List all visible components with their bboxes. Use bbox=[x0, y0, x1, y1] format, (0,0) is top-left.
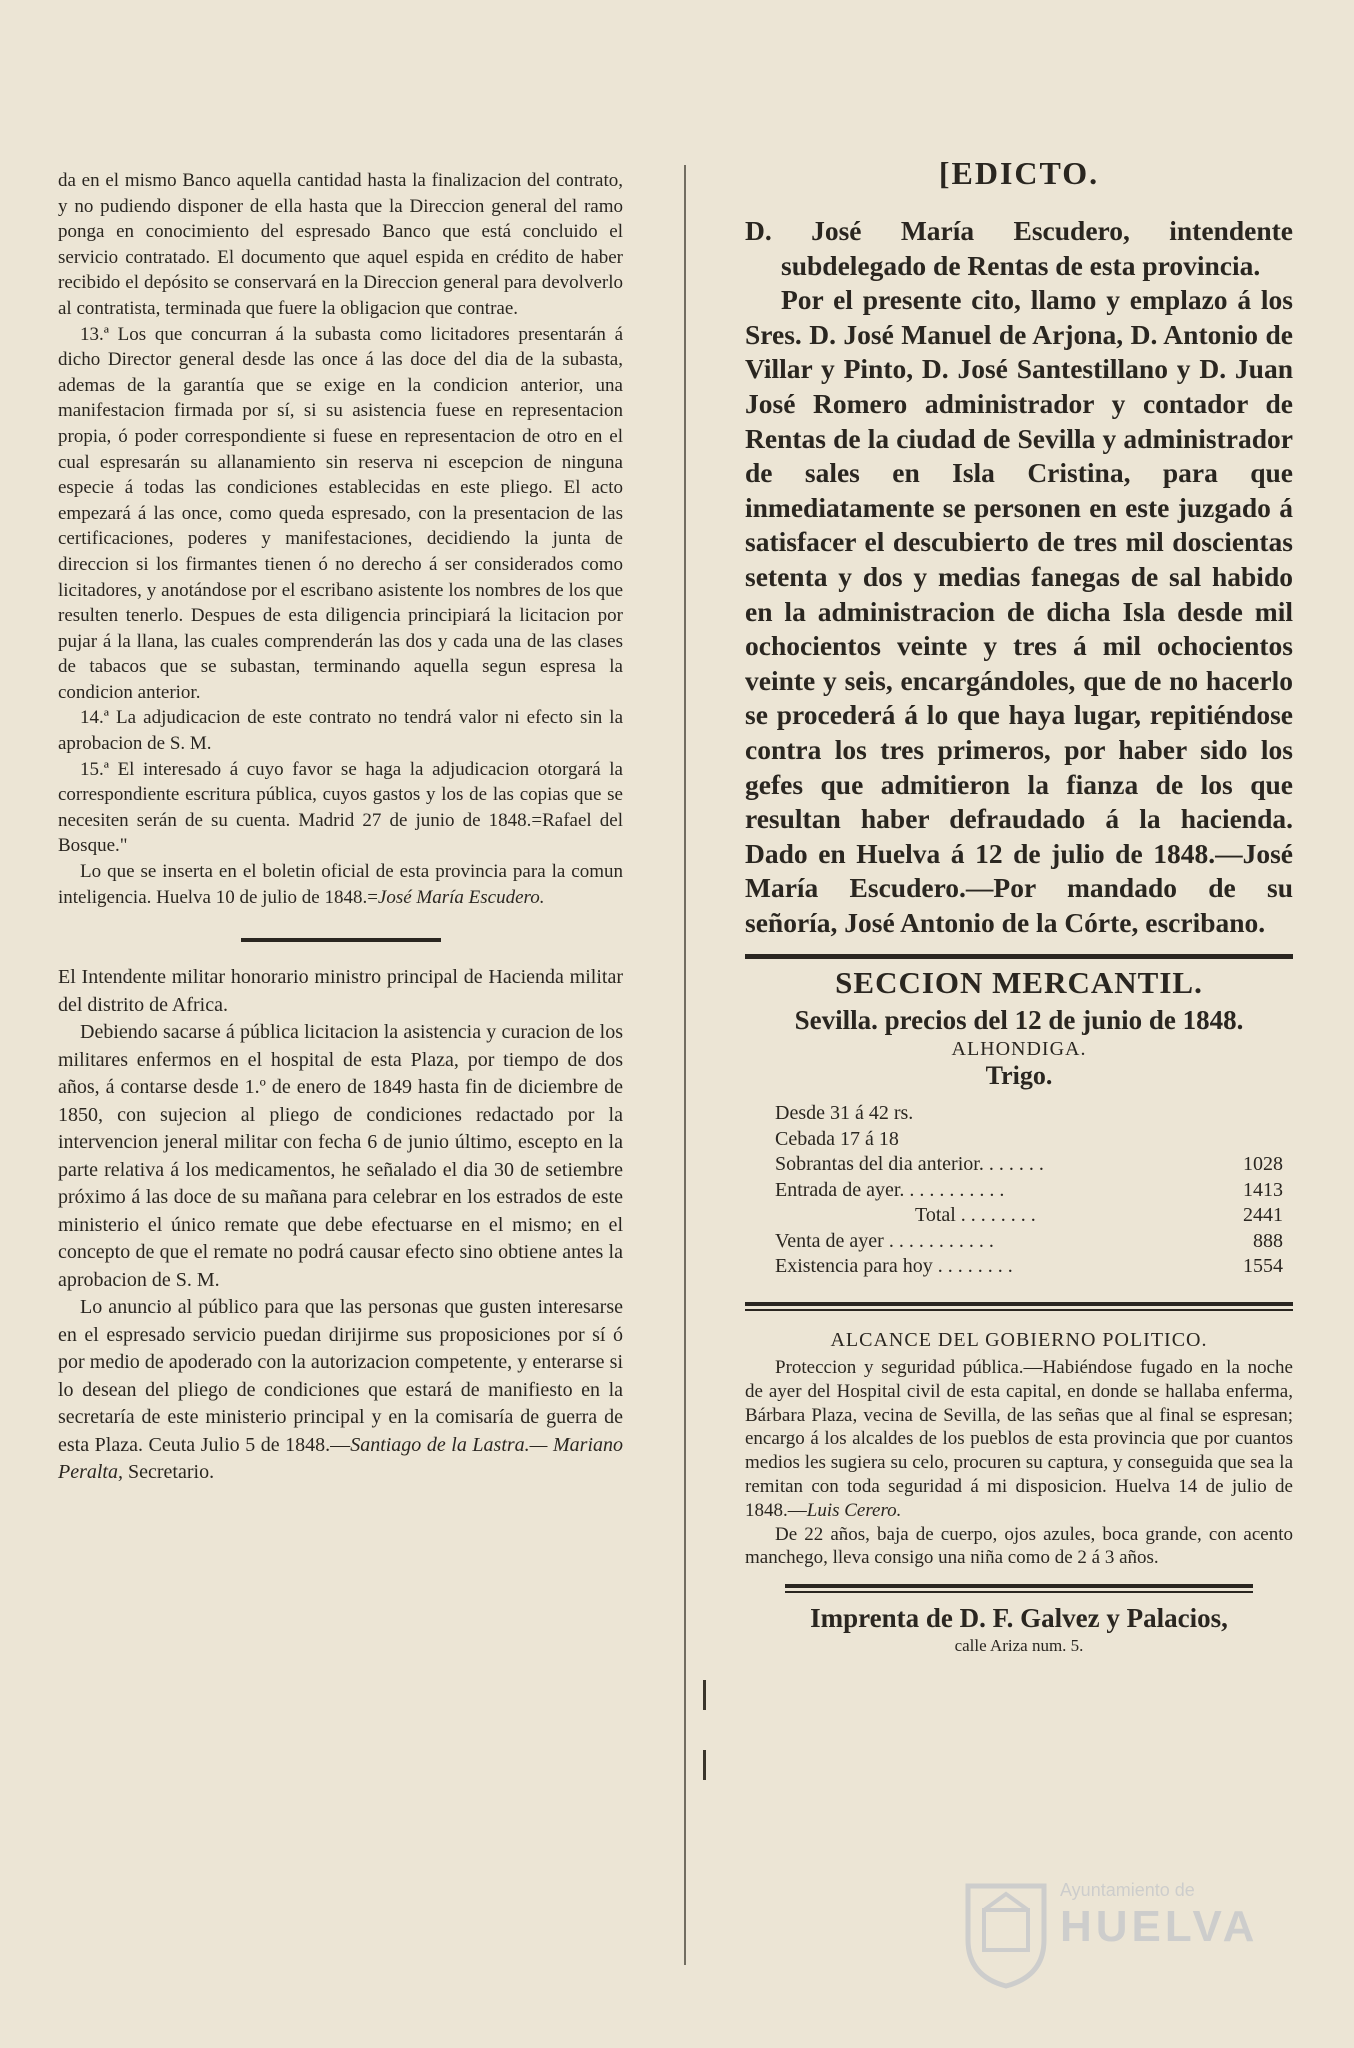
market-row-value: 888 bbox=[1253, 1229, 1283, 1252]
military-notice-closing-text: Lo anuncio al público para que las personas que gusten interesarse en el espresado servicio puedan dirijirme sus proposiciones por sí ó por medio de apoderado con la autorizacion competente, y enterarse si lo desean del pliego de condiciones que estará de manifiesto en la secretaría de este ministerio principal y en la comisaría de guerra de esta Plaza. Ceuta Julio 5 de 1848.— bbox=[58, 1296, 623, 1456]
market-row-value: 1554 bbox=[1243, 1255, 1283, 1278]
market-row-label: Total . . . . . . . . bbox=[915, 1204, 1036, 1227]
imprint-top-rule bbox=[785, 1584, 1253, 1593]
watermark-line2: HUELVA bbox=[1060, 1902, 1259, 1951]
alhondiga-label: ALHONDIGA. bbox=[951, 1038, 1087, 1061]
insertion-note-text: Lo que se inserta en el boletin oficial de esta provincia para la comun inteligencia. Huelva 10 de julio de 1848.= bbox=[58, 861, 623, 908]
section-divider bbox=[241, 938, 441, 942]
market-row-label: Cebada 17 á 18 bbox=[775, 1127, 899, 1150]
market-row bbox=[775, 1254, 1283, 1280]
signature-lastra: Santiago de la Lastra.— bbox=[350, 1433, 548, 1456]
alcance-paragraph-text: Proteccion y seguridad pública.—Habiéndose fugado en la noche de ayer del Hospital civil de esta capital, en donde se hallaba enferma, Bárbara Plaza, vecina de Sevilla, de las señas que al final se espresan; encargo á los alcaldes de los pueblos de esta provincia que por cuantos medios les sugiera su celo, procuren su captura, y conseguida que sea la remitan con toda seguridad á mi disposicion. Huelva 14 de julio de 1848.— bbox=[745, 1356, 1293, 1521]
market-row-label: Entrada de ayer. . . . . . . . . . . bbox=[775, 1178, 1005, 1201]
seccion-mercantil-subtitle: Sevilla. precios del 12 de junio de 1848. bbox=[794, 1005, 1244, 1036]
signature-cerero: Luis Cerero. bbox=[806, 1499, 902, 1521]
market-prices bbox=[745, 1101, 1293, 1280]
archive-watermark bbox=[950, 1880, 1290, 2030]
market-row bbox=[775, 1229, 1283, 1255]
right-column bbox=[745, 155, 1293, 1656]
market-row-label: Sobrantas del dia anterior. . . . . . . bbox=[775, 1153, 1044, 1176]
paragraph-condition-14: 14.ª La adjudicacion de este contrato no tendrá valor ni efecto sin la aprobacion de S. M. bbox=[58, 707, 623, 755]
edicto-body bbox=[745, 214, 1293, 940]
alcance-description: De 22 años, baja de cuerpo, ojos azules, boca grande, con acento manchego, lleva consigo una niña como de 2 á 3 años. bbox=[745, 1523, 1293, 1569]
military-notice-heading: El Intendente militar honorario ministro principal de Hacienda militar del distrito de Africa. bbox=[58, 966, 623, 1016]
military-notice-closing bbox=[58, 1294, 623, 1487]
market-row bbox=[775, 1127, 1283, 1153]
signature-peralta-role: Secretario. bbox=[123, 1461, 215, 1484]
market-row bbox=[775, 1178, 1283, 1204]
mercantil-top-rule bbox=[745, 954, 1293, 959]
market-row bbox=[775, 1101, 1283, 1127]
market-row-value: 1413 bbox=[1243, 1178, 1283, 1201]
trigo-label: Trigo. bbox=[985, 1061, 1053, 1091]
signature-peralta: Mariano Peralta, bbox=[58, 1433, 624, 1484]
left-column bbox=[58, 168, 623, 1487]
market-row-label: Venta de ayer . . . . . . . . . . . bbox=[775, 1229, 994, 1252]
city-shield-icon bbox=[962, 1880, 1050, 1990]
market-row-value: 1028 bbox=[1243, 1153, 1283, 1176]
paragraph-condition-15: 15.ª El interesado á cuyo favor se haga la adjudicacion otorgará la correspondiente escritura pública, cuyos gastos y los de las copias que se necesiten serán de su cuenta. Madrid 27 de junio de 1848.=Rafael del Bosque." bbox=[58, 758, 623, 857]
edicto-title: [EDICTO. bbox=[938, 155, 1100, 191]
paragraph-condition-13: 13.ª Los que concurran á la subasta como licitadores presentarán á dicho Director general desde las once á las doce del dia de la subasta, ademas de la garantía que se exige en la condicion anterior, una manifestacion firmada por sí, si su asistencia fuese en representacion propia, ó poder correspondiente si fuese en representacion de otro en el cual espresarán su allanamiento sin reserva ni escepcion de ninguna especie á todas las condiciones establecidas en este pliego. El acto empezará á las once, como queda espresado, con la presentacion de las certificaciones, poderes y manifestaciones, decidiendo la junta de direccion si los firmantes tienen ó no derecho á ser considerados como licitadores, y anotándose por el escribano asistente los nombres de los que resulten tenerlo. Despues de esta diligencia principiará la licitacion por pujar á la llana, las cuales comprenderán las dos y cada una de las clases de tabacos que se subastan, terminando aquella segun espresa la condicion anterior. bbox=[58, 323, 623, 703]
edicto-intendente: D. José María Escudero, intendente subdelegado de Rentas de esta provincia. bbox=[745, 215, 1293, 281]
military-notice-body: Debiendo sacarse á pública licitacion la asistencia y curacion de los militares enfermos en el hospital de esta Plaza, por tiempo de dos años, á contarse desde 1.º de enero de 1849 hasta fin de diciembre de 1850, con sujecion al pliego de condiciones redactado por la intervencion jeneral militar con fecha 6 de junio último, escepto en la parte relativa á los medicamentos, he señalado el dia 30 de setiembre próximo á las doce de su mañana para celebrar en los estrados de este ministerio el único remate que debe efectuarse en el mismo; en el concepto de que el remate no podrá causar efecto sino obtiene antes la aprobacion de S. M. bbox=[58, 1021, 623, 1291]
paragraph-contract-deposit: da en el mismo Banco aquella cantidad hasta la finalizacion del contrato, y no pudiendo disponer de ella hasta que la Direccion general del ramo ponga en conocimiento del espresado Banco que está concluido el servicio contratado. El documento que aquel espida en crédito de haber recibido el depósito se conservará en la Direccion general para devolverlo al contratista, terminada que fuere la obligacion que contrae. bbox=[58, 170, 623, 319]
military-notice bbox=[58, 964, 623, 1487]
alcance-title: ALCANCE DEL GOBIERNO POLITICO. bbox=[830, 1328, 1208, 1351]
watermark-line1: Ayuntamiento de bbox=[1060, 1880, 1195, 1900]
alcance-paragraph bbox=[745, 1356, 1293, 1523]
alcance-top-rule bbox=[745, 1302, 1293, 1311]
market-row-total bbox=[775, 1203, 1283, 1229]
seccion-mercantil-title: SECCION MERCANTIL. bbox=[835, 965, 1203, 1001]
printer-address: calle Ariza num. 5. bbox=[954, 1636, 1084, 1656]
paragraph-insertion-note bbox=[58, 859, 623, 910]
printer-name: Imprenta de D. F. Galvez y Palacios, bbox=[810, 1603, 1228, 1634]
column-divider bbox=[684, 165, 686, 1965]
edicto-citation: Por el presente cito, llamo y emplazo á los Sres. D. José Manuel de Arjona, D. Antonio de Villar y Pinto, D. José Santestillano y D. Juan José Romero administrador y contador de Rentas de la ciudad de Sevilla y administrador de sales en Isla Cristina, para que inmediatamente se personen en este juzgado á satisfacer el descubierto de tres mil doscientas setenta y dos y medias fanegas de sal habido en la administracion de dicha Isla desde mil ochocientos veinte y tres á mil ochocientos veinte y seis, encargándoles, que de no hacerlo se procederá á lo que haya lugar, repitiéndose contra los tres primeros, por haber sido los gefes que admitieron la fianza de los que resultan haber defraudado á la hacienda. Dado en Huelva á 12 de julio de 1848.—José María Escudero.—Por mandado de su señoría, José Antonio de la Córte, escribano. bbox=[745, 284, 1293, 938]
signature-escudero: José María Escudero. bbox=[377, 886, 545, 908]
margin-mark bbox=[703, 1750, 706, 1780]
alcance-body bbox=[745, 1356, 1293, 1570]
market-row bbox=[775, 1152, 1283, 1178]
market-row-value: 2441 bbox=[1243, 1204, 1283, 1227]
margin-mark bbox=[703, 1680, 706, 1710]
market-row-label: Desde 31 á 42 rs. bbox=[775, 1102, 914, 1125]
market-row-label: Existencia para hoy . . . . . . . . bbox=[775, 1255, 1013, 1278]
